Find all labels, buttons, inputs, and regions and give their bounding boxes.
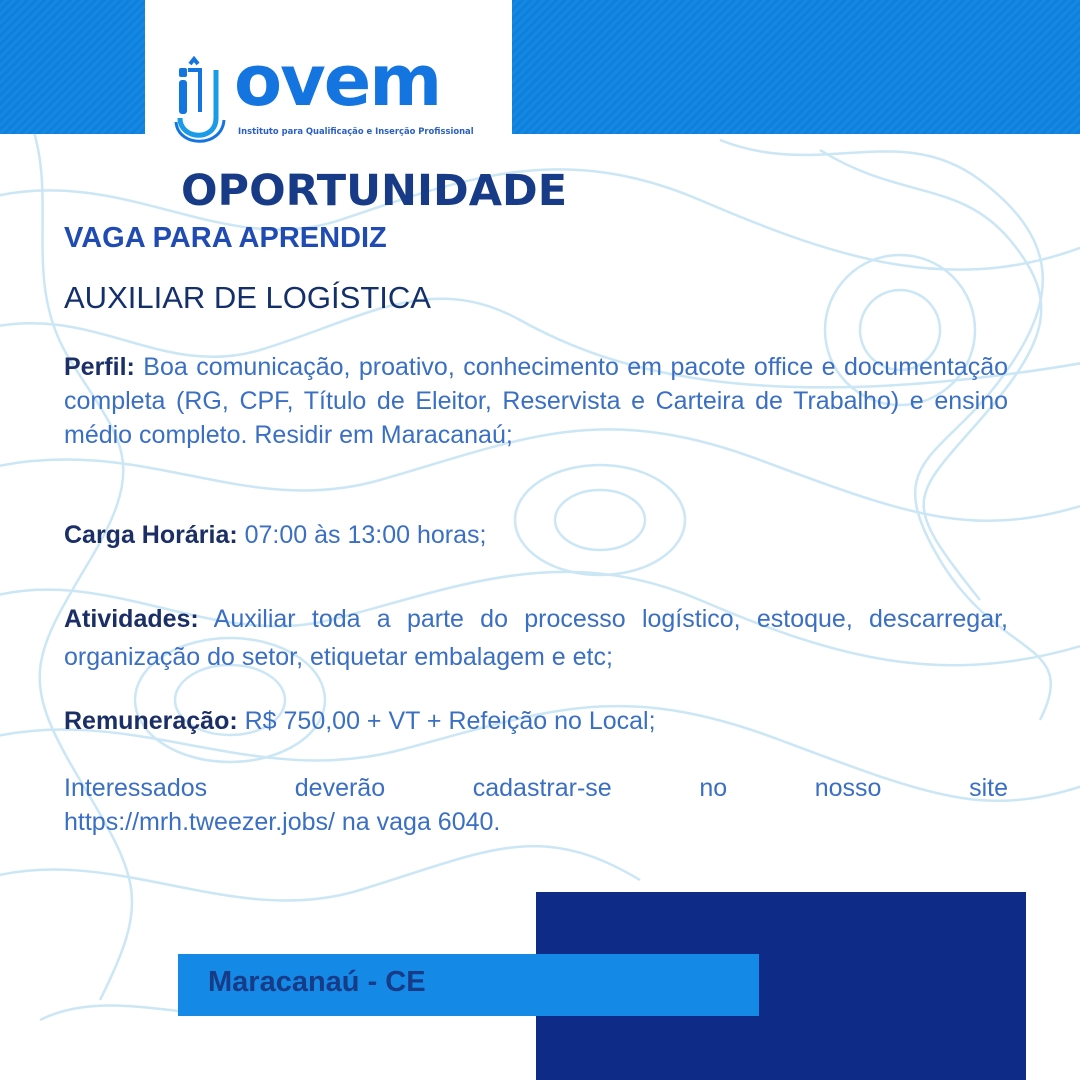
job-title: AUXILIAR DE LOGÍSTICA bbox=[64, 280, 431, 315]
ijovem-logo bbox=[172, 40, 482, 150]
location-text: Maracanaú - CE bbox=[208, 966, 426, 998]
top-band-left bbox=[0, 0, 145, 134]
atividades-text: Auxiliar toda a parte do processo logístico, estoque, descarregar, organização do setor, etiquetar embalagem e etc; bbox=[64, 605, 1008, 671]
perfil-text: Boa comunicação, proativo, conhecimento em pacote office e documentação completa (RG, CPF, Título de Eleitor, Reservista e Carteira de Trabalho) e ensino médio completo. Residir em Maracanaú; bbox=[64, 353, 1008, 449]
perfil-label: Perfil: bbox=[64, 353, 135, 381]
interessados-line2: https://mrh.tweezer.jobs/ na vaga 6040. bbox=[64, 808, 501, 836]
vacancy-type: VAGA PARA APRENDIZ bbox=[64, 222, 387, 254]
logo-mark-icon bbox=[172, 56, 242, 150]
top-band-right bbox=[512, 0, 1080, 134]
carga-horaria-label: Carga Horária: bbox=[64, 521, 238, 549]
atividades-section bbox=[64, 600, 1008, 676]
location-bar bbox=[178, 954, 759, 1016]
carga-horaria-text: 07:00 às 13:00 horas; bbox=[237, 521, 487, 549]
remuneracao-section bbox=[64, 704, 1008, 738]
logo-tagline: Instituto para Qualificação e Inserção Profissional bbox=[238, 126, 474, 136]
carga-horaria-section bbox=[64, 518, 1008, 552]
logo-wordmark: ovem bbox=[234, 40, 441, 122]
perfil-section bbox=[64, 350, 1008, 452]
remuneracao-text: R$ 750,00 + VT + Refeição no Local; bbox=[237, 707, 656, 735]
page-title: OPORTUNIDADE bbox=[181, 166, 568, 216]
interessados-line1: Interessados deverão cadastrar-se no nosso site bbox=[64, 774, 1008, 802]
remuneracao-label: Remuneração: bbox=[64, 707, 238, 735]
atividades-label: Atividades: bbox=[64, 605, 199, 633]
